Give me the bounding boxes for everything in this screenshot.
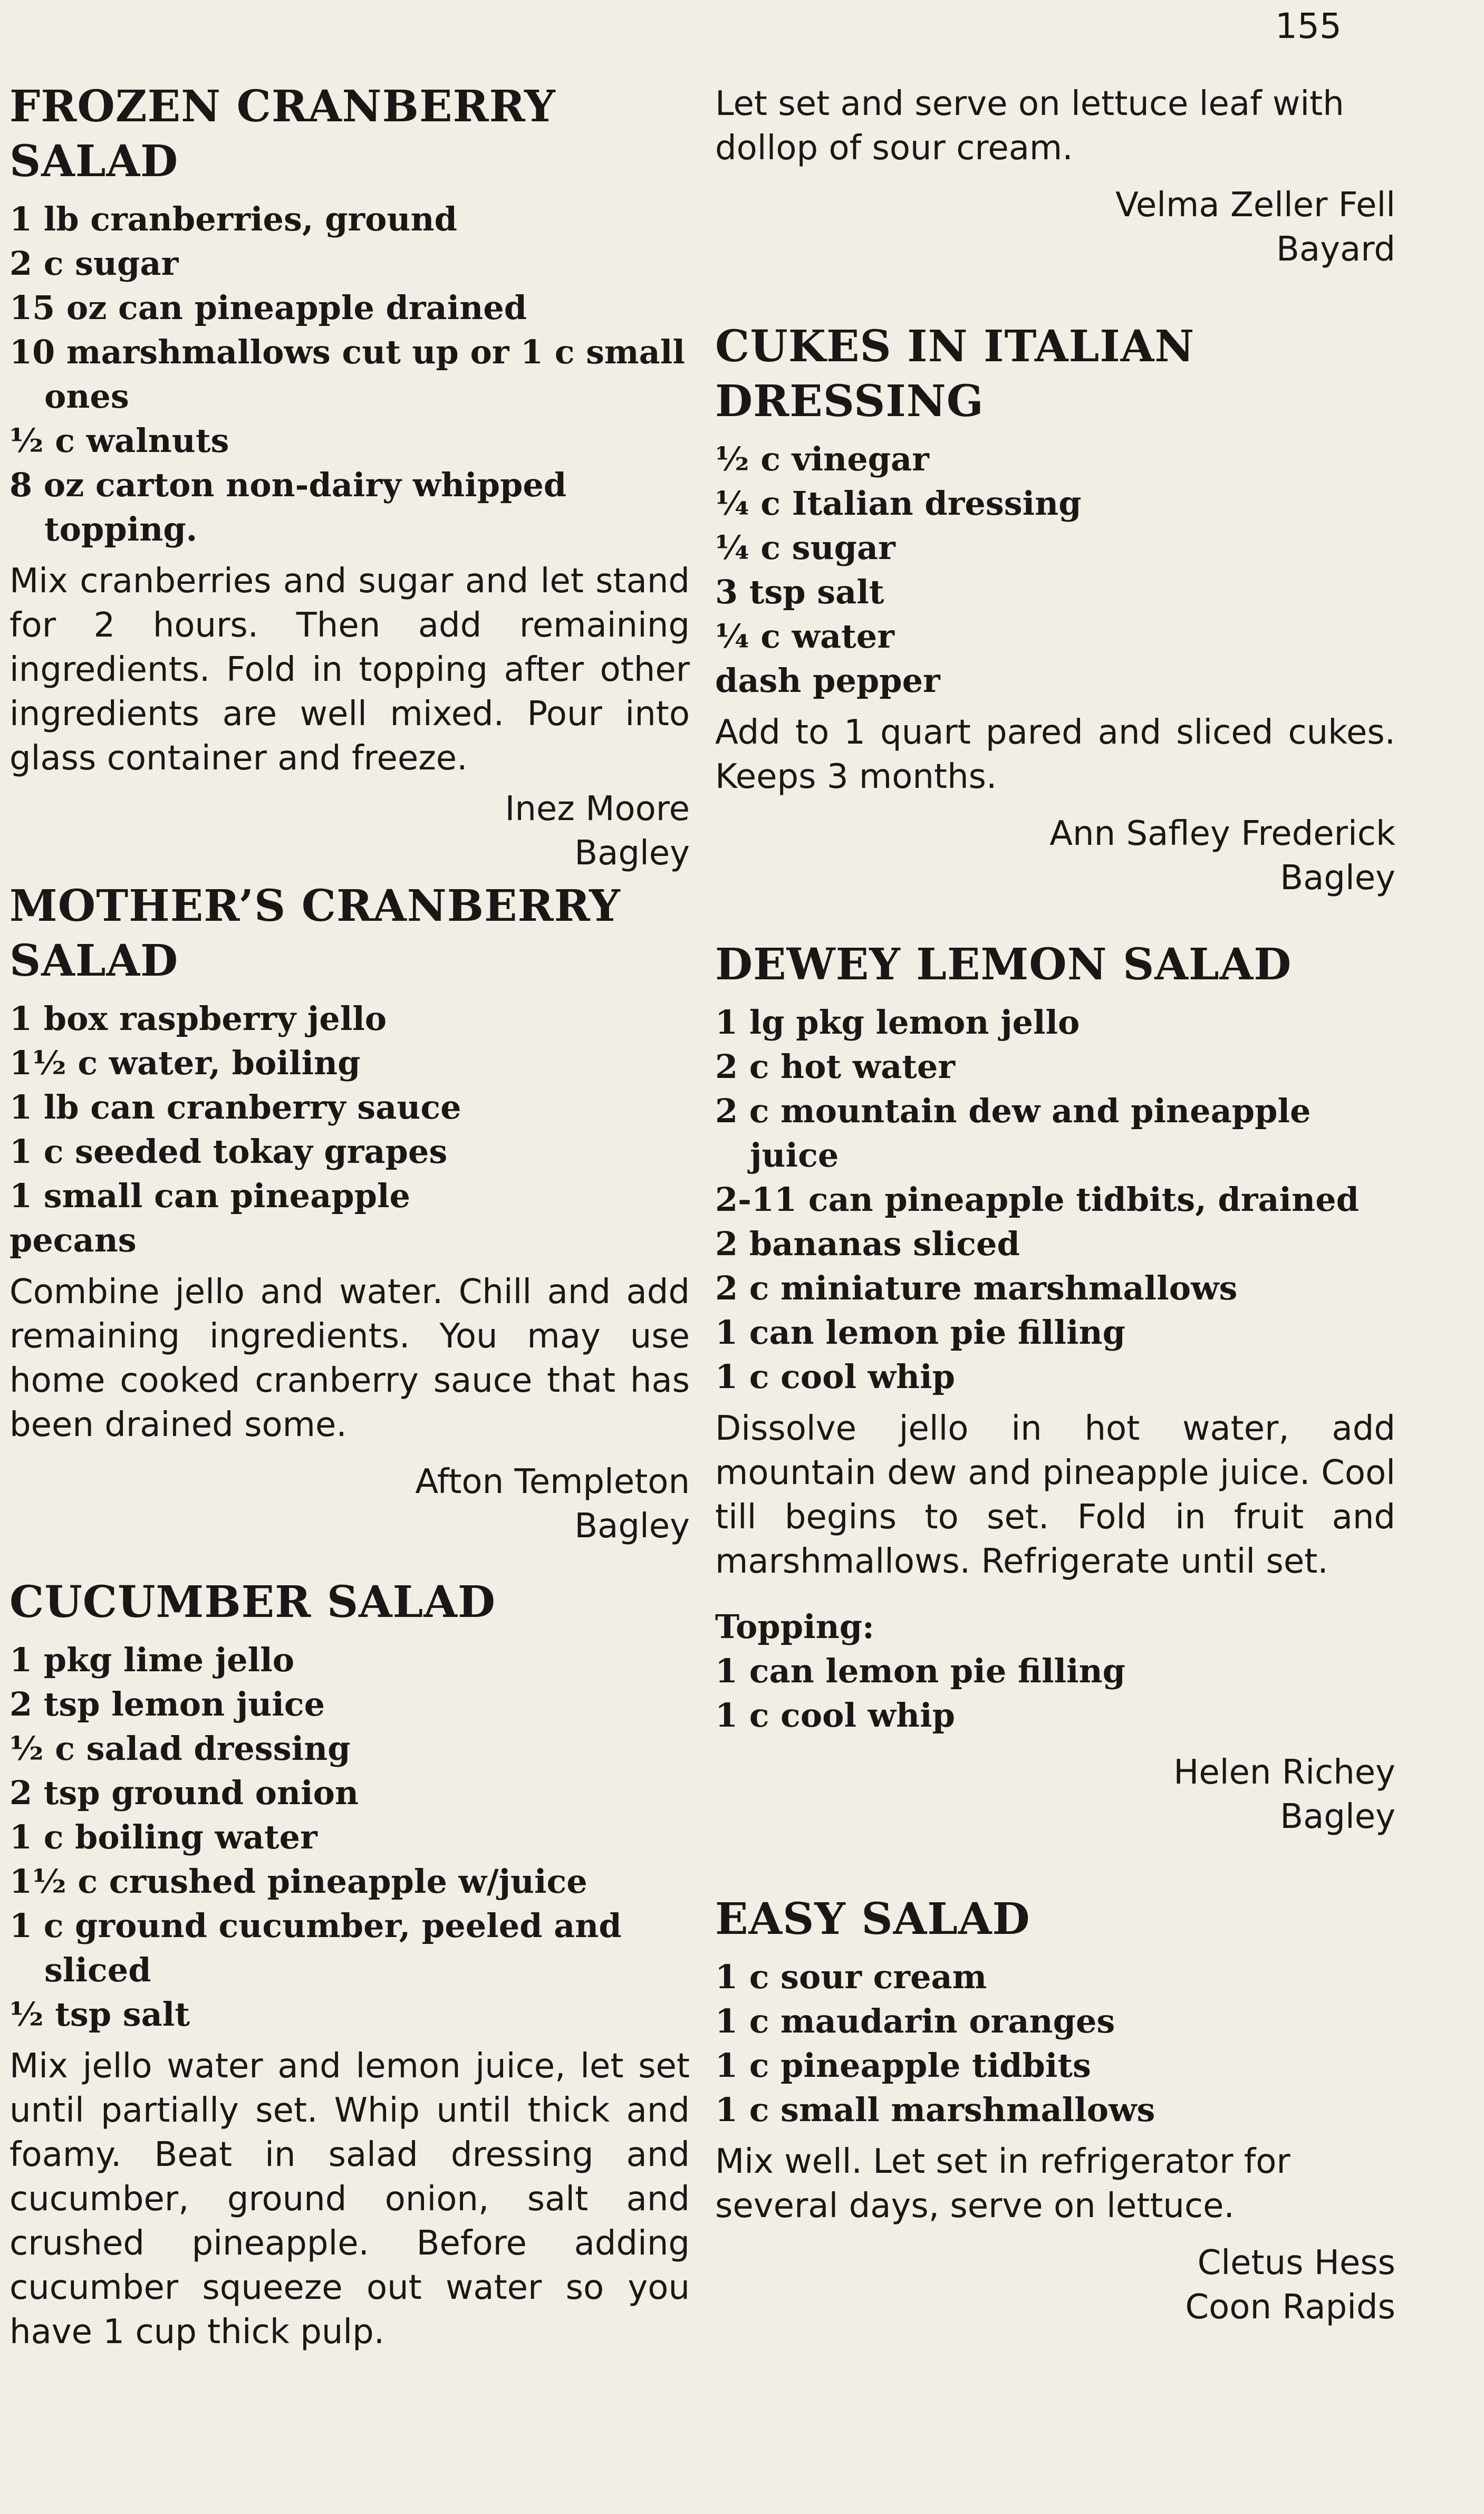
recipe-title: FROZEN CRANBERRY SALAD	[9, 81, 556, 187]
topping-list	[715, 1649, 1395, 1738]
ingredient-list	[715, 437, 1395, 703]
ingredient: 3 tsp salt	[715, 573, 884, 611]
recipe-continued	[715, 82, 1395, 272]
ingredient: 1 pkg lime jello	[9, 1641, 295, 1679]
author	[715, 183, 1395, 272]
ingredient: 1 c small marshmallows	[715, 2091, 1155, 2129]
ingredient: ½ c salad dressing	[9, 1729, 351, 1768]
author-town: Bagley	[1280, 1797, 1395, 1836]
author-name: Ann Safley Frederick	[1049, 814, 1395, 853]
ingredient: 1 c ground cucumber, peeled and sliced	[9, 1906, 622, 1989]
ingredient-list	[9, 197, 690, 552]
ingredient: 10 marshmallows cut up or 1 c small ones	[9, 333, 685, 416]
instructions: Mix cranberries and sugar and let stand for 2 hours. Then add remaining ingredients. Fold in topping after other ingredients are well mixed. Pour into glass container and freeze.	[9, 562, 690, 778]
recipe-easy-salad	[715, 1892, 1395, 2329]
page-number: 155	[1275, 6, 1342, 46]
ingredient: 2 c hot water	[715, 1047, 956, 1086]
recipe-mothers-cranberry-salad	[9, 879, 690, 1548]
author	[715, 2241, 1395, 2329]
recipe-cucumber-salad	[9, 1575, 690, 2354]
instructions: Combine jello and water. Chill and add remaining ingredients. You may use home cooked cranberry sauce that has been drained some.	[9, 1273, 690, 1444]
ingredient: 1 c pineapple tidbits	[715, 2046, 1091, 2085]
ingredient-list	[9, 1638, 690, 2037]
author-name: Helen Richey	[1173, 1753, 1395, 1792]
right-column	[715, 82, 1395, 2329]
recipe-title: DEWEY LEMON SALAD	[715, 939, 1292, 990]
recipe-title: CUCUMBER SALAD	[9, 1577, 496, 1627]
instructions: Add to 1 quart pared and sliced cukes. Keeps 3 months.	[715, 713, 1395, 796]
recipe-dewey-lemon-salad	[715, 937, 1395, 1839]
ingredient: 1 c cool whip	[715, 1357, 956, 1396]
author	[715, 812, 1395, 900]
author-town: Bagley	[574, 1507, 690, 1546]
ingredient: 1 can lemon pie filling	[715, 1313, 1126, 1352]
author	[9, 1460, 690, 1548]
ingredient: 1 can lemon pie filling	[715, 1652, 1126, 1690]
ingredient: 1½ c water, boiling	[9, 1044, 361, 1082]
ingredient-list	[715, 1955, 1395, 2132]
ingredient: 1 c sour cream	[715, 1958, 987, 1996]
ingredient: 1 small can pineapple	[9, 1177, 410, 1215]
ingredient: 2 c mountain dew and pineapple juice	[715, 1092, 1311, 1174]
ingredient: 15 oz can pineapple drained	[9, 288, 527, 327]
ingredient: 1 c cool whip	[715, 1696, 956, 1735]
author	[715, 1750, 1395, 1839]
ingredient: 1 lg pkg lemon jello	[715, 1003, 1080, 1042]
continued-instructions: Let set and serve on lettuce leaf with dollop of sour cream.	[715, 84, 1344, 168]
ingredient: 1 box raspberry jello	[9, 999, 387, 1038]
ingredient: 1 lb cranberries, ground	[9, 200, 457, 238]
ingredient: pecans	[9, 1221, 137, 1259]
instructions: Dissolve jello in hot water, add mountain dew and pineapple juice. Cool till begins to set. Fold in fruit and marshmallows. Refrigerate until set.	[715, 1409, 1395, 1581]
instructions: Mix jello water and lemon juice, let set until partially set. Whip until thick and foamy. Beat in salad dressing and cucumber, ground onion, salt and crushed pineapple. Before adding cucumber squeeze out water so you have 1 cup thick pulp.	[9, 2047, 690, 2352]
instructions: Mix well. Let set in refrigerator for several days, serve on lettuce.	[715, 2142, 1290, 2226]
ingredient: ¼ c water	[715, 617, 894, 656]
author-town: Coon Rapids	[1185, 2288, 1395, 2327]
author-name: Velma Zeller Fell	[1115, 186, 1395, 225]
author-name: Cletus Hess	[1197, 2243, 1395, 2282]
ingredient: 2 tsp ground onion	[9, 1774, 359, 1812]
recipe-title: EASY SALAD	[715, 1894, 1030, 1944]
author-town: Bagley	[574, 834, 690, 873]
ingredient: 2 tsp lemon juice	[9, 1685, 325, 1723]
ingredient: ½ tsp salt	[9, 1995, 190, 2034]
ingredient: 1 c maudarin oranges	[715, 2002, 1115, 2040]
ingredient: 2 c miniature marshmallows	[715, 1269, 1238, 1307]
ingredient: 1½ c crushed pineapple w/juice	[9, 1862, 587, 1901]
ingredient: 1 c boiling water	[9, 1818, 317, 1856]
ingredient-list	[9, 997, 690, 1263]
ingredient: ¼ c sugar	[715, 528, 895, 567]
ingredient: ½ c vinegar	[715, 440, 929, 478]
ingredient: ½ c walnuts	[9, 421, 229, 460]
recipe-title: MOTHER’S CRANBERRY SALAD	[9, 881, 621, 986]
ingredient: 2-11 can pineapple tidbits, drained	[715, 1180, 1359, 1219]
author-name: Inez Moore	[505, 789, 690, 829]
ingredient: 1 c seeded tokay grapes	[9, 1132, 448, 1171]
ingredient: dash pepper	[715, 661, 940, 700]
ingredient: 8 oz carton non-dairy whipped topping.	[9, 466, 567, 548]
author-name: Afton Templeton	[415, 1462, 690, 1501]
author	[9, 787, 690, 875]
topping-label: Topping:	[715, 1607, 874, 1646]
ingredient: 2 bananas sliced	[715, 1225, 1020, 1263]
recipe-cukes-in-italian-dressing	[715, 319, 1395, 900]
ingredient: ¼ c Italian dressing	[715, 484, 1082, 523]
ingredient: 2 c sugar	[9, 244, 179, 283]
left-column	[9, 79, 690, 2354]
author-town: Bagley	[1280, 859, 1395, 898]
ingredient-list	[715, 1000, 1395, 1399]
author-town: Bayard	[1276, 230, 1395, 269]
ingredient: 1 lb can cranberry sauce	[9, 1088, 461, 1126]
recipe-title: CUKES IN ITALIAN DRESSING	[715, 321, 1195, 427]
recipe-frozen-cranberry-salad	[9, 79, 690, 875]
